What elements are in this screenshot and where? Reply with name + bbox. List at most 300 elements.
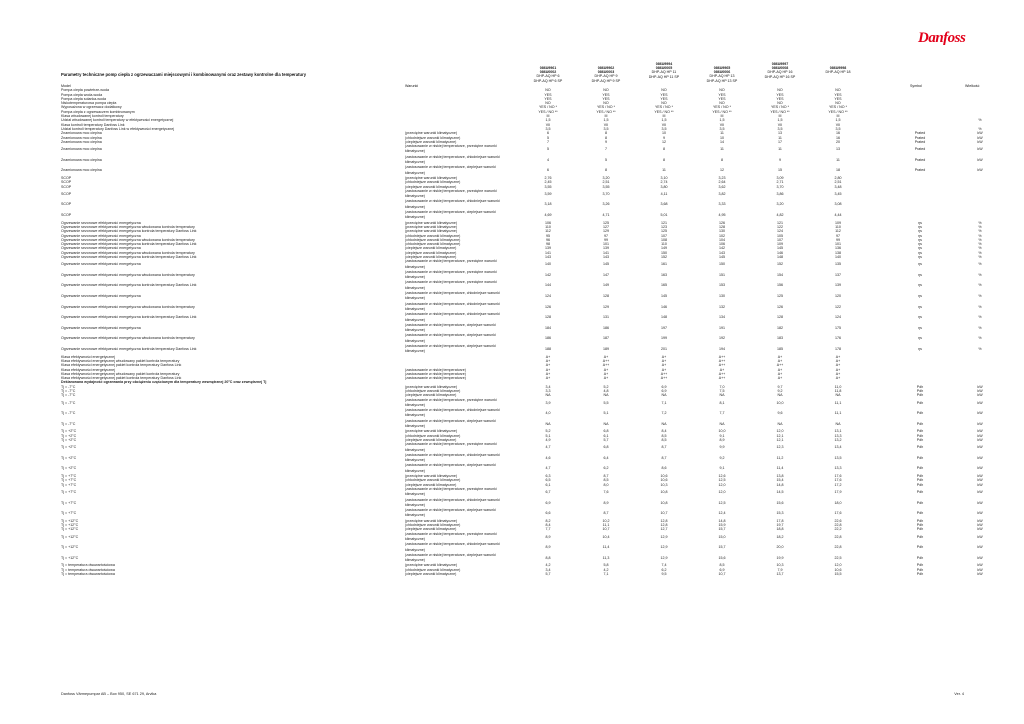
row-value: 109 xyxy=(777,242,783,247)
row-value: 7,4 xyxy=(661,563,667,568)
table-row xyxy=(0,442,1024,453)
row-value: NO xyxy=(777,101,783,106)
row-value: A+ xyxy=(545,371,551,376)
row-value: 152 xyxy=(661,254,667,259)
row-symbol: Pdh xyxy=(916,511,924,516)
row-label: Klasa efektywności energetycznej xyxy=(61,354,115,359)
row-value: 3,4 xyxy=(545,567,551,572)
row-value: 15,6 xyxy=(776,500,784,505)
row-value: 4,82 xyxy=(776,213,784,218)
row-condition: (zastosowanie w niskiej temperaturze, cieplejsze warunki klimatyczne) xyxy=(405,344,496,354)
column-header-mname: DHP-AQ HP 11 SP xyxy=(648,74,680,79)
row-value: 3,86 xyxy=(776,191,784,196)
row-value: NO xyxy=(545,101,551,106)
row-condition: (zastosowanie w niskiej temperaturze, chłodniejsze warunki klimatyczne) xyxy=(405,312,500,322)
row-value: YES / NO * xyxy=(771,105,789,110)
row-symbol: Pdh xyxy=(916,555,924,560)
row-condition: (chłodniejsze warunki klimatyczne) xyxy=(405,389,461,393)
row-value: 3,23 xyxy=(718,175,726,180)
row-value: 12,8 xyxy=(660,518,668,523)
row-value: 13,3 xyxy=(834,466,842,471)
row-value: 95 xyxy=(546,233,550,238)
row-symbol: Pdh xyxy=(916,563,924,568)
row-value: 112 xyxy=(545,229,551,234)
table-row xyxy=(0,344,1024,355)
row-label: Niskotemperaturowa pompa ciepła xyxy=(61,101,117,106)
row-value: A+ xyxy=(545,363,551,368)
row-value: 11,1 xyxy=(602,523,610,528)
row-unit: kW xyxy=(977,168,983,173)
row-value: 106 xyxy=(719,242,725,247)
row-value: 8,5 xyxy=(719,563,725,568)
row-label: Tj = -7°C xyxy=(61,384,76,389)
row-value: 199 xyxy=(661,336,667,341)
row-value: 4,71 xyxy=(602,213,610,218)
row-unit: % xyxy=(978,283,982,288)
row-value: 7,7 xyxy=(719,411,725,416)
row-value: A++ xyxy=(776,363,784,368)
row-value: VII xyxy=(661,122,667,127)
row-label: Pompa ciepła z ogrzewaczem kombinowanym xyxy=(61,109,135,114)
table-row xyxy=(0,302,1024,313)
row-label: Ogrzewanie sezonowe efektywność energetyczna wbudowana kontrola temperatury xyxy=(61,224,195,229)
row-symbol: ηs xyxy=(918,229,922,234)
row-value: 185 xyxy=(777,347,783,352)
row-value: A+ xyxy=(545,354,551,359)
row-value: 161 xyxy=(661,262,667,267)
row-value: 2,76 xyxy=(544,175,552,180)
row-unit: kW xyxy=(977,527,983,532)
row-symbol: Prated xyxy=(914,135,926,140)
row-value: 19,9 xyxy=(776,555,784,560)
row-value: 140 xyxy=(835,254,841,259)
row-symbol: Pdh xyxy=(916,523,924,528)
footer-version: Ver. 4 xyxy=(954,692,964,696)
row-label: Znamionowa moc cieplna xyxy=(61,168,102,173)
row-condition: (przeciętne warunki klimatyczne) xyxy=(405,131,458,136)
row-value: 2,80 xyxy=(834,175,842,180)
row-value: 4,44 xyxy=(834,213,842,218)
row-value: 6,7 xyxy=(545,489,551,494)
row-condition: (chłodniejsze warunki klimatyczne) xyxy=(405,523,461,528)
row-value: NO xyxy=(661,101,667,106)
row-value: 10,0 xyxy=(718,429,726,434)
row-value: NA xyxy=(719,393,725,398)
row-value: 188 xyxy=(545,347,551,352)
row-value: 22,2 xyxy=(834,527,842,532)
row-symbol: ηs xyxy=(918,242,922,247)
row-value: 3,5 xyxy=(777,126,783,131)
row-value: 98 xyxy=(546,242,550,247)
row-value: VII xyxy=(835,122,841,127)
row-condition: (przeciętne warunki klimatyczne) xyxy=(405,224,458,229)
row-symbol: Pdh xyxy=(916,527,924,532)
row-value: 9 xyxy=(605,139,607,144)
row-value: 6,9 xyxy=(545,500,551,505)
row-value: 101 xyxy=(835,242,841,247)
row-symbol: ηs xyxy=(918,272,922,277)
footer-address: Danfoss Värmepumpar AB – Box 950, SE 671 29, Arvika xyxy=(61,692,157,696)
row-unit: % xyxy=(978,315,982,320)
row-value: 8,9 xyxy=(719,437,725,442)
row-condition: (cieplejsze warunki klimatyczne) xyxy=(405,139,457,144)
row-value: 17 xyxy=(778,139,782,144)
row-value: 8 xyxy=(605,131,607,136)
row-value: 143 xyxy=(545,254,551,259)
row-value: 5,7 xyxy=(545,571,551,576)
row-label: Tj = +2°C xyxy=(61,429,77,434)
row-label: Ogrzewanie sezonowe efektywność energetyczna xyxy=(61,262,141,267)
row-unit: kW xyxy=(977,433,983,438)
row-value: 9,2 xyxy=(777,389,783,393)
row-label: Klasa efektywności energetycznej pakiet kontrola temperatury Danfoss Link xyxy=(61,363,182,368)
row-value: 123 xyxy=(661,224,667,229)
row-condition: (chłodniejsze warunki klimatyczne) xyxy=(405,237,461,242)
row-condition: (chłodniejsze warunki klimatyczne) xyxy=(405,135,461,140)
row-symbol: Pdh xyxy=(916,545,924,550)
row-symbol: Pdh xyxy=(916,421,924,426)
table-row xyxy=(0,155,1024,166)
row-value: 12,3 xyxy=(776,445,784,450)
table-row xyxy=(0,323,1024,334)
row-value: 2,51 xyxy=(834,180,842,185)
row-value: 8,7 xyxy=(661,455,667,460)
row-value: NA xyxy=(603,393,609,398)
row-value: 154 xyxy=(777,272,783,277)
row-value: 3,5 xyxy=(719,126,725,131)
row-value: 5 xyxy=(605,157,607,162)
row-value: 151 xyxy=(719,272,725,277)
row-value: 10,8 xyxy=(660,500,668,505)
column-header-codes: 086U9962 xyxy=(597,66,615,70)
row-value: 4,7 xyxy=(545,445,551,450)
row-value: 11,4 xyxy=(602,545,610,550)
row-value: 175 xyxy=(835,325,841,330)
row-value: 6,6 xyxy=(545,511,551,516)
row-condition: (przeciętne warunki klimatyczne) xyxy=(405,175,458,180)
row-symbol: ηs xyxy=(918,336,922,341)
row-unit: % xyxy=(978,254,982,259)
row-value: YES xyxy=(602,96,610,101)
row-value: 9,6 xyxy=(777,411,783,416)
row-unit: % xyxy=(978,246,982,251)
row-value: A+ xyxy=(777,354,783,359)
row-value: 3,68 xyxy=(660,202,668,207)
row-value: 13,7 xyxy=(776,571,784,576)
row-unit: kW xyxy=(977,500,983,505)
table-row xyxy=(0,189,1024,200)
row-value: 22,8 xyxy=(834,523,842,528)
row-value: 11 xyxy=(778,147,782,152)
row-value: NO xyxy=(603,101,609,106)
row-unit: % xyxy=(978,250,982,255)
row-value: 15 xyxy=(778,168,782,173)
row-value: 3,70 xyxy=(776,184,784,189)
row-value: 9,7 xyxy=(777,384,783,389)
column-header-mname: DHP-AQ HP 18 xyxy=(825,70,851,75)
header-unit-label: Wielkość xyxy=(965,84,980,88)
row-value: 5,7 xyxy=(603,437,609,442)
row-value: NO xyxy=(545,88,551,93)
row-unit: kW xyxy=(977,555,983,560)
row-label: Wyposażona w ogrzewacz dodatkowy xyxy=(61,105,122,110)
column-header-codes: 086U0005 xyxy=(655,66,673,71)
row-label: Ogrzewanie sezonowe efektywność energetyczna kontrola temperatury Danfoss Link xyxy=(61,229,197,234)
row-symbol: Pdh xyxy=(916,482,924,487)
row-value: 143 xyxy=(603,254,609,259)
row-value: 3,5 xyxy=(835,126,841,131)
table-row xyxy=(0,199,1024,210)
row-unit: kW xyxy=(977,445,983,450)
row-symbol: Pdh xyxy=(916,474,924,479)
row-value: 3,26 xyxy=(602,202,610,207)
table-row xyxy=(0,419,1024,430)
row-value: 8,9 xyxy=(545,545,551,550)
table-row xyxy=(0,508,1024,519)
row-condition: (zastosowanie w niskiej temperaturze, przeciętne warunki klimatyczne) xyxy=(405,397,497,407)
row-value: 165 xyxy=(661,283,667,288)
row-value: 192 xyxy=(719,336,725,341)
row-value: 7,0 xyxy=(719,384,725,389)
row-value: 146 xyxy=(661,304,667,309)
row-value: 4,69 xyxy=(544,213,552,218)
row-unit: % xyxy=(978,224,982,229)
row-value: 18 xyxy=(836,168,840,173)
row-condition: (zastosowanie w niskiej temperaturze) xyxy=(405,367,466,372)
row-unit: % xyxy=(978,304,982,309)
row-condition: (zastosowanie w niskiej temperaturze, cieplejsze warunki klimatyczne) xyxy=(405,552,496,563)
row-value: 4,7 xyxy=(545,466,551,471)
row-value: 15,9 xyxy=(718,523,726,528)
row-value: 3,20 xyxy=(776,202,784,207)
row-label: Klasa efektywności energetycznej wbudowany pakiet kontrola temperatury xyxy=(61,371,180,376)
row-value: A+ xyxy=(835,363,841,368)
row-condition: (zastosowanie w niskiej temperaturze, przeciętne warunki klimatyczne) xyxy=(405,269,497,280)
row-value: 9 xyxy=(663,135,665,140)
table-row xyxy=(0,259,1024,270)
row-unit: kW xyxy=(977,571,983,576)
row-value: 148 xyxy=(777,254,783,259)
row-label: Ogrzewanie sezonowe efektywność energetyczna kontrola temperatury Danfoss Link xyxy=(61,283,197,288)
row-value: 138 xyxy=(835,250,841,255)
row-value: 8,5 xyxy=(661,433,667,438)
row-value: 110 xyxy=(661,242,667,247)
row-value: 13 xyxy=(836,147,840,152)
row-unit: kW xyxy=(977,482,983,487)
row-value: 17,9 xyxy=(834,489,842,494)
row-value: 10,6 xyxy=(660,474,668,479)
row-unit: % xyxy=(978,347,982,352)
row-unit: % xyxy=(978,220,982,225)
row-value: 128 xyxy=(545,315,551,320)
row-label: Ogrzewanie sezonowe efektywność energetyczna wbudowana kontrola temperatury xyxy=(61,237,195,242)
row-value: 3,62 xyxy=(718,184,726,189)
row-value: 22,5 xyxy=(834,555,842,560)
row-value: 13 xyxy=(778,131,782,136)
row-value: YES xyxy=(776,96,784,101)
row-symbol: Pdh xyxy=(916,518,924,523)
row-value: 10,6 xyxy=(660,478,668,483)
row-value: 122 xyxy=(777,224,783,229)
row-value: YES xyxy=(544,96,552,101)
row-value: 11 xyxy=(836,157,840,162)
row-value: 10,3 xyxy=(660,482,668,487)
row-value: 3,3 xyxy=(545,389,551,393)
row-value: 4 xyxy=(547,157,549,162)
row-value: 8,7 xyxy=(603,474,609,479)
row-value: YES / NO ** xyxy=(770,109,790,114)
row-value: III xyxy=(604,114,608,119)
row-value: 99 xyxy=(604,237,608,242)
row-value: 5,8 xyxy=(603,563,609,568)
row-value: YES / NO * xyxy=(655,105,673,110)
row-symbol: ηs xyxy=(918,220,922,225)
row-value: 17,2 xyxy=(834,482,842,487)
row-value: 144 xyxy=(545,283,551,288)
row-value: 12,1 xyxy=(776,437,784,442)
row-condition: (cieplejsze warunki klimatyczne) xyxy=(405,184,457,189)
row-value: 2,64 xyxy=(718,180,726,185)
row-unit: kW xyxy=(977,534,983,539)
row-value: 182 xyxy=(777,325,783,330)
row-value: 9,1 xyxy=(719,466,725,471)
row-unit: kW xyxy=(977,135,983,140)
row-value: 7,9 xyxy=(777,567,783,572)
row-value: 153 xyxy=(719,283,725,288)
row-unit: kW xyxy=(977,511,983,516)
row-value: 4,6 xyxy=(545,455,551,460)
row-value: 142 xyxy=(719,246,725,251)
row-label: Tj = +12°C xyxy=(61,518,79,523)
row-value: YES / NO ** xyxy=(654,109,674,114)
row-value: 3,55 xyxy=(544,184,552,189)
row-value: 135 xyxy=(835,262,841,267)
row-value: 126 xyxy=(719,220,725,225)
row-label: Znamionowa moc cieplna xyxy=(61,139,102,144)
row-value: 112 xyxy=(835,229,841,234)
row-unit: kW xyxy=(977,131,983,136)
row-unit: kW xyxy=(977,474,983,479)
row-condition: (przeciętne warunki klimatyczne) xyxy=(405,229,458,234)
row-value: 197 xyxy=(661,325,667,330)
row-value: 125 xyxy=(661,229,667,234)
row-value: 15,3 xyxy=(776,511,784,516)
row-value: A+ xyxy=(603,354,609,359)
row-value: 1,5 xyxy=(835,118,841,123)
row-value: 6,2 xyxy=(603,466,609,471)
row-value: YES xyxy=(776,92,784,97)
row-condition: (zastosowanie w niskiej temperaturze, cieplejsze warunki klimatyczne) xyxy=(405,508,496,518)
row-value: 12,7 xyxy=(660,527,668,532)
row-value: 13,3 xyxy=(834,433,842,438)
row-value: 124 xyxy=(777,229,783,234)
row-value: 13,2 xyxy=(834,437,842,442)
row-label: Tj = -7°C xyxy=(61,411,76,416)
row-value: 3,82 xyxy=(718,191,726,196)
row-value: VII xyxy=(545,122,551,127)
row-value: 10,6 xyxy=(834,567,842,572)
row-symbol: Prated xyxy=(914,147,926,152)
row-value: 20 xyxy=(836,139,840,144)
row-value: A++ xyxy=(718,371,726,376)
row-condition: (zastosowanie w niskiej temperaturze, przeciętne warunki klimatyczne) xyxy=(405,259,497,269)
row-value: 4,9 xyxy=(545,437,551,442)
column-header-codes: 086U0003 xyxy=(597,70,615,75)
table-row xyxy=(0,487,1024,498)
row-symbol: Pdh xyxy=(916,384,924,389)
column-header-mname: DHP-AQ HP 9 xyxy=(594,74,618,79)
row-value: III xyxy=(836,114,840,119)
table-row xyxy=(0,553,1024,564)
row-value: 3,33 xyxy=(718,202,726,207)
row-value: 121 xyxy=(777,220,783,225)
row-condition: (zastosowanie w niskiej temperaturze, chłodniejsze warunki klimatyczne) xyxy=(405,408,500,418)
row-value: YES xyxy=(834,92,842,97)
spec-table xyxy=(0,84,1024,576)
row-label: SCOP xyxy=(61,184,72,189)
row-condition: (przeciętne warunki klimatyczne) xyxy=(405,220,458,225)
row-value: 13,4 xyxy=(834,445,842,450)
row-value: 3,4 xyxy=(545,384,551,389)
row-label: Tj = +2°C xyxy=(61,437,77,442)
row-value: 186 xyxy=(603,325,609,330)
row-value: 8 xyxy=(605,135,607,140)
row-label: Tj = temperatura dwuwartościowa xyxy=(61,567,115,572)
row-value: 139 xyxy=(835,283,841,288)
row-value: 146 xyxy=(777,250,783,255)
row-value: 11,0 xyxy=(834,384,842,389)
row-label: Pompa ciepła woda-woda xyxy=(61,92,103,97)
row-value: A+ xyxy=(835,354,841,359)
row-value: 3,55 xyxy=(602,184,610,189)
row-value: 139 xyxy=(603,246,609,251)
row-value: A++ xyxy=(718,376,726,381)
row-value: 152 xyxy=(777,262,783,267)
row-value: 110 xyxy=(545,224,551,229)
row-value: 14,5 xyxy=(776,489,784,494)
row-value: 4,2 xyxy=(603,567,609,572)
column-header-codes: 086U9994 xyxy=(655,62,673,66)
column-header-mname: DHP-AQ HP 16 SP xyxy=(764,74,796,79)
row-value: A++ xyxy=(718,363,726,368)
row-symbol: ηs xyxy=(918,224,922,229)
row-unit: kW xyxy=(977,389,983,393)
row-label: Tj = -7°C xyxy=(61,400,76,405)
row-value: 8,4 xyxy=(661,429,667,434)
row-label: Ogrzewanie sezonowe efektywność energetyczna xyxy=(61,294,141,299)
row-value: 14,8 xyxy=(776,482,784,487)
row-value: A+ xyxy=(603,367,609,372)
row-value: YES / NO * xyxy=(539,105,557,110)
column-header-mname: DHP-AQ HP 11 xyxy=(651,70,677,75)
row-symbol: Pdh xyxy=(916,445,924,450)
row-value: A+ xyxy=(835,371,841,376)
row-symbol: Pdh xyxy=(916,500,924,505)
row-value: 12,4 xyxy=(718,511,726,516)
row-condition: (zastosowanie w niskiej temperaturze, chłodniejsze warunki klimatyczne) xyxy=(405,542,500,552)
row-value: 122 xyxy=(835,304,841,309)
row-label: Tj = temperatura dwuwartościowa xyxy=(61,571,115,576)
row-label: Tj = -7°C xyxy=(61,389,76,393)
row-value: 125 xyxy=(603,220,609,225)
row-value: 7,6 xyxy=(603,489,609,494)
row-label: Znamionowa moc cieplna xyxy=(61,157,102,162)
row-value: YES / NO ** xyxy=(712,109,732,114)
row-condition: (zastosowanie w niskiej temperaturze, przeciętne warunki klimatyczne) xyxy=(405,531,497,541)
row-value: 8,8 xyxy=(545,555,551,560)
row-value: 9,9 xyxy=(719,445,725,450)
row-condition: (przeciętne warunki klimatyczne) xyxy=(405,384,458,389)
